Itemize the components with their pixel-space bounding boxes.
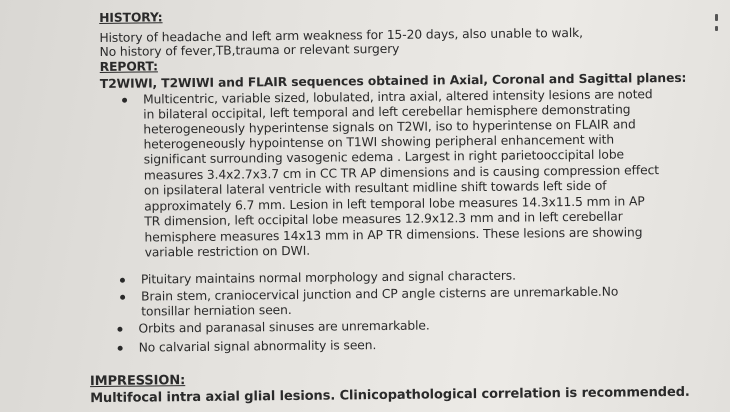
history-line: No history of fever,TB,trauma or relevant surgery <box>99 41 400 59</box>
bullet-icon <box>120 278 125 283</box>
finding-line: significant surrounding vasogenic edema . Largest in right parietooccipital lobe <box>143 147 625 167</box>
binding-mark <box>715 26 718 31</box>
finding-line: No calvarial signal abnormality is seen. <box>138 338 377 355</box>
finding-line: TR dimension, left occipital lobe measures 12.9x12.3 mm and in left cerebellar <box>144 209 623 229</box>
finding-line: Multicentric, variable sized, lobulated, intra axial, altered intensity lesions are noted <box>142 87 653 107</box>
impression-text: Multifocal intra axial glial lesions. Clinicopathological correlation is recommended. <box>90 384 690 407</box>
bullet-icon <box>118 346 123 351</box>
sequences-line: T2WIWI, T2WIWI and FLAIR sequences obtained in Axial, Coronal and Sagittal planes: <box>99 70 687 91</box>
finding-line: Orbits and paranasal sinuses are unremarkable. <box>138 318 430 336</box>
bullet-icon <box>120 295 125 300</box>
bullet-icon <box>122 98 127 103</box>
finding-line: heterogeneously hyperintense signals on T2WI, iso to hyperintense on FLAIR and <box>143 117 636 137</box>
finding-line: heterogeneously hypointense on T1WI showing peripheral enhancement with <box>143 132 615 152</box>
finding-line: variable restriction on DWI. <box>144 243 311 260</box>
binding-mark <box>715 14 718 21</box>
bullet-icon <box>117 327 122 332</box>
report-heading: REPORT: <box>99 59 158 74</box>
finding-line: in bilateral occipital, left temporal and left cerebellar hemisphere demonstrating <box>143 102 631 122</box>
finding-line: Pituitary maintains normal morphology and signal characters. <box>140 268 516 287</box>
finding-line: Brain stem, craniocervical junction and CP angle cisterns are unremarkable.No <box>141 284 619 304</box>
finding-line: hemisphere measures 14x13 mm in AP TR dimensions. These lesions are showing <box>144 225 643 245</box>
finding-line: on ipsilateral lateral ventricle with resultant midline shift towards left side of <box>143 178 607 198</box>
finding-line: approximately 6.7 mm. Lesion in left temporal lobe measures 14.3x11.5 mm in AP <box>144 194 645 214</box>
impression-heading: IMPRESSION: <box>89 373 186 390</box>
finding-line: measures 3.4x2.7x3.7 cm in CC TR AP dimensions and is causing compression effect <box>143 163 659 183</box>
finding-line: tonsillar herniation seen. <box>141 302 292 319</box>
history-heading: HISTORY: <box>99 10 163 25</box>
history-line: History of headache and left arm weakness for 15-20 days, also unable to walk, <box>99 25 584 45</box>
